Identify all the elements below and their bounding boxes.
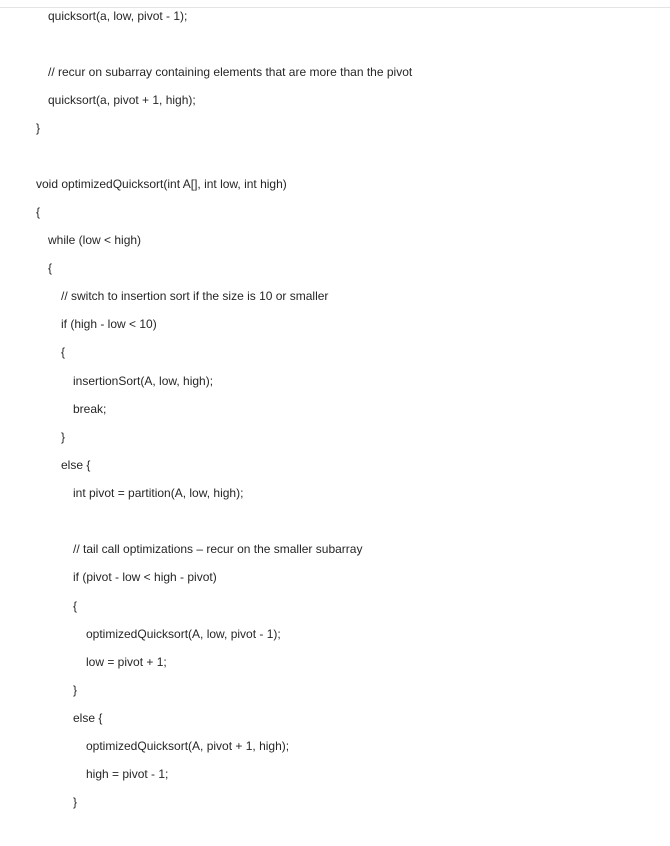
code-line-25: } — [73, 683, 78, 697]
code-line-23: optimizedQuicksort(A, low, pivot - 1); — [86, 627, 281, 641]
code-line-28: high = pivot - 1; — [86, 767, 169, 781]
code-line-10: { — [48, 261, 53, 275]
code-line-7: void optimizedQuicksort(int A[], int low, int high) — [36, 177, 287, 191]
code-line-24: low = pivot + 1; — [86, 655, 167, 669]
code-line-8: { — [36, 205, 41, 219]
code-line-3: // recur on subarray containing elements that are more than the pivot — [48, 65, 413, 79]
code-line-1: quicksort(a, low, pivot - 1); — [48, 9, 188, 23]
code-line-17: else { — [61, 458, 91, 472]
code-line-4: quicksort(a, pivot + 1, high); — [48, 93, 196, 107]
code-line-11: // switch to insertion sort if the size is 10 or smaller — [61, 289, 329, 303]
code-line-9: while (low < high) — [48, 233, 142, 247]
code-line-12: if (high - low < 10) — [61, 317, 157, 331]
code-line-16: } — [61, 430, 66, 444]
code-line-29: } — [73, 795, 78, 809]
code-line-15: break; — [73, 402, 107, 416]
code-line-20: // tail call optimizations – recur on the smaller subarray — [73, 542, 363, 556]
code-line-27: optimizedQuicksort(A, pivot + 1, high); — [86, 739, 290, 753]
code-line-5: } — [36, 121, 41, 135]
code-line-14: insertionSort(A, low, high); — [73, 374, 214, 388]
code-line-18: int pivot = partition(A, low, high); — [73, 486, 244, 500]
code-line-21: if (pivot - low < high - pivot) — [73, 570, 217, 584]
code-line-13: { — [61, 345, 66, 359]
code-line-26: else { — [73, 711, 103, 725]
code-line-22: { — [73, 599, 78, 613]
